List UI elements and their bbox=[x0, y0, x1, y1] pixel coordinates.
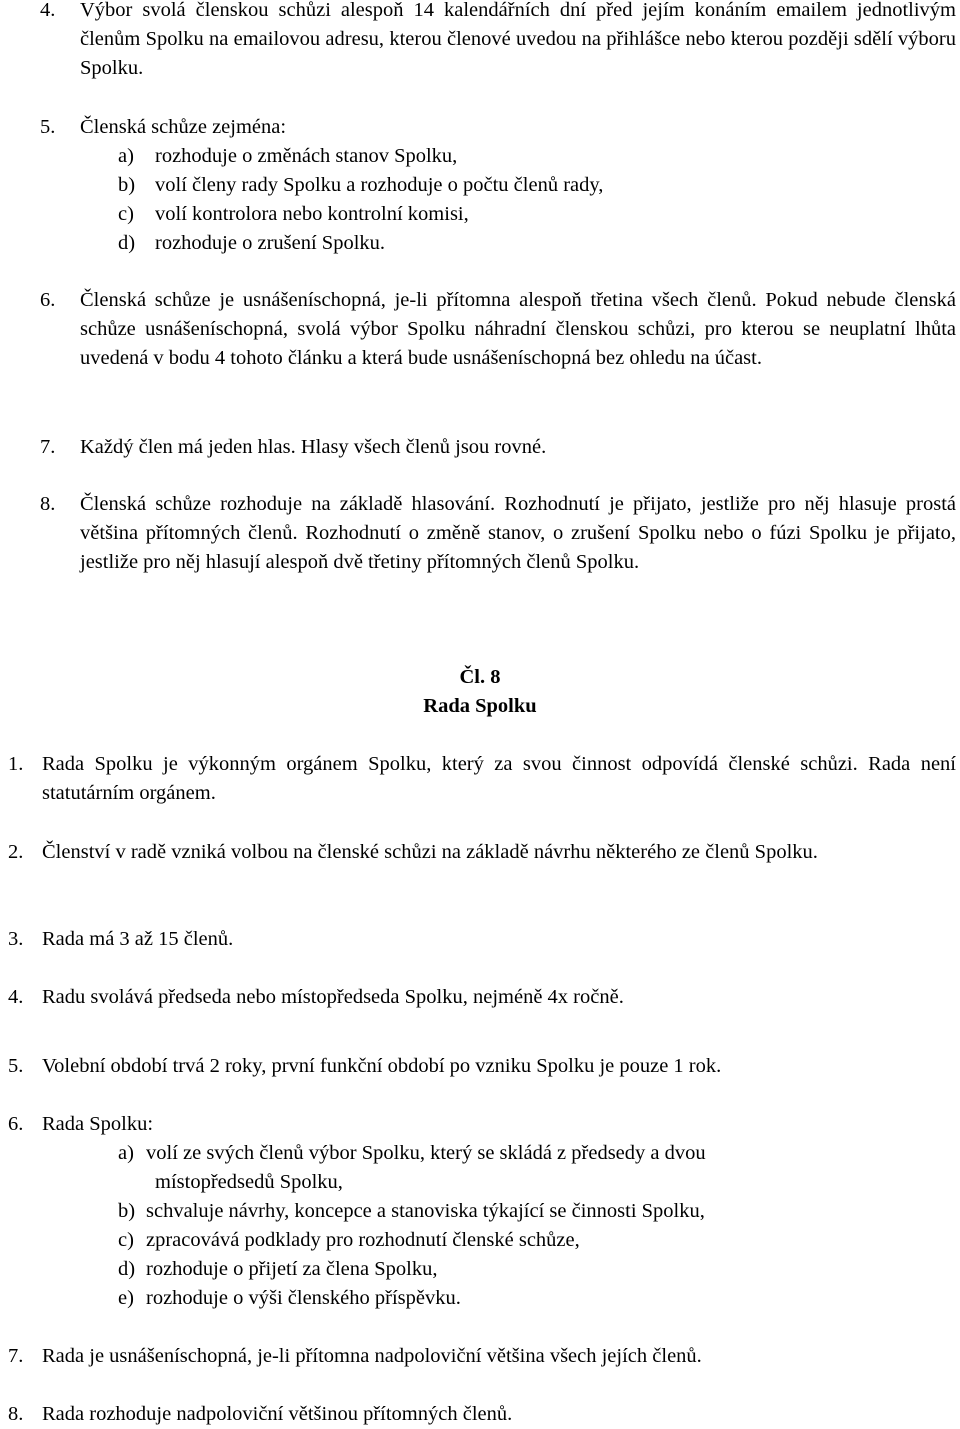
list-item-a5 bbox=[40, 113, 956, 142]
item-number: 8. bbox=[8, 1403, 24, 1425]
list-item-b2 bbox=[8, 838, 956, 867]
article-title: Rada Spolku bbox=[423, 695, 537, 717]
item-text: Výbor svolá členskou schůzi alespoň 14 kalendářních dní před jejím konáním emailem jednotlivým členům Spolku na emailovou adresu, kterou členové uvedou na přihlášce nebo kterou později sdělí výboru Spolku. bbox=[80, 0, 956, 79]
item-text: Rada Spolku je výkonným orgánem Spolku, který za svou činnost odpovídá členské schůzi. Rada není statutárním orgánem. bbox=[42, 753, 956, 804]
sub-text: místopředsedů Spolku, bbox=[155, 1171, 343, 1193]
item-text: Volební období trvá 2 roky, první funkční období po vzniku Spolku je pouze 1 rok. bbox=[42, 1055, 722, 1077]
item-number: 6. bbox=[8, 1113, 24, 1135]
sub-item-a5-b bbox=[118, 171, 603, 200]
item-number: 7. bbox=[40, 436, 56, 458]
sub-item-b6-a-cont bbox=[155, 1168, 343, 1197]
item-number: 8. bbox=[40, 493, 56, 515]
sub-letter: a) bbox=[118, 145, 134, 167]
list-item-a4 bbox=[40, 0, 956, 83]
sub-item-b6-a bbox=[118, 1139, 706, 1168]
sub-letter: b) bbox=[118, 174, 136, 196]
sub-letter: a) bbox=[118, 1142, 134, 1164]
sub-text: rozhoduje o změnách stanov Spolku, bbox=[155, 145, 458, 167]
sub-letter: d) bbox=[118, 1258, 136, 1280]
sub-item-b6-c bbox=[118, 1226, 580, 1255]
item-number: 4. bbox=[8, 986, 24, 1008]
item-text: Rada má 3 až 15 členů. bbox=[42, 928, 234, 950]
list-item-b8 bbox=[8, 1400, 956, 1429]
item-text: Radu svolává předseda nebo místopředseda Spolku, nejméně 4x ročně. bbox=[42, 986, 624, 1008]
sub-text: volí ze svých členů výbor Spolku, který se skládá z předsedy a dvou bbox=[146, 1142, 706, 1164]
sub-text: rozhoduje o výši členského příspěvku. bbox=[146, 1287, 461, 1309]
sub-item-a5-c bbox=[118, 200, 469, 229]
list-item-a8 bbox=[40, 490, 956, 577]
item-text: Členská schůze zejména: bbox=[80, 116, 287, 138]
sub-item-a5-a bbox=[118, 142, 457, 171]
item-number: 6. bbox=[40, 289, 56, 311]
item-text: Členská schůze je usnášeníschopná, je-li přítomna alespoň třetina všech členů. Pokud nebude členská schůze usnášeníschopná, svolá výbor Spolku náhradní členskou schůzi, pro kterou se neuplatní lhůta uvedená v bodu 4 tohoto článku a která bude usnášeníschopná bez ohledu na účast. bbox=[80, 289, 956, 369]
sub-text: rozhoduje o zrušení Spolku. bbox=[155, 232, 386, 254]
sub-item-b6-d bbox=[118, 1255, 437, 1284]
sub-letter: c) bbox=[118, 203, 134, 225]
list-item-b5 bbox=[8, 1052, 956, 1081]
sub-text: volí členy rady Spolku a rozhoduje o počtu členů rady, bbox=[155, 174, 604, 196]
item-number: 4. bbox=[40, 0, 56, 21]
sub-item-a5-d bbox=[118, 229, 385, 258]
item-text: Rada rozhoduje nadpoloviční většinou přítomných členů. bbox=[42, 1403, 513, 1425]
item-text: Členská schůze rozhoduje na základě hlasování. Rozhodnutí je přijato, jestliže pro něj hlasuje prostá většina přítomných členů. Rozhodnutí o změně stanov, o zrušení Spolku nebo o fúzi Spolku je přijato, jestliže pro něj hlasují alespoň dvě třetiny přítomných členů Spolku. bbox=[80, 493, 956, 573]
item-number: 5. bbox=[40, 116, 56, 138]
list-item-a7 bbox=[40, 433, 956, 462]
item-number: 3. bbox=[8, 928, 24, 950]
sub-text: zpracovává podklady pro rozhodnutí členské schůze, bbox=[146, 1229, 580, 1251]
sub-letter: d) bbox=[118, 232, 136, 254]
sub-text: rozhoduje o přijetí za člena Spolku, bbox=[146, 1258, 438, 1280]
sub-text: volí kontrolora nebo kontrolní komisi, bbox=[155, 203, 469, 225]
item-text: Rada je usnášeníschopná, je-li přítomna nadpoloviční většina všech jejích členů. bbox=[42, 1345, 702, 1367]
item-number: 2. bbox=[8, 841, 24, 863]
item-number: 7. bbox=[8, 1345, 24, 1367]
article-number: Čl. 8 bbox=[459, 666, 501, 688]
sub-letter: b) bbox=[118, 1200, 136, 1222]
sub-letter: c) bbox=[118, 1229, 134, 1251]
sub-text: schvaluje návrhy, koncepce a stanoviska týkající se činnosti Spolku, bbox=[146, 1200, 705, 1222]
item-text: Členství v radě vzniká volbou na členské schůzi na základě návrhu některého ze členů Spolku. bbox=[42, 841, 818, 863]
list-item-a6 bbox=[40, 286, 956, 373]
list-item-b4 bbox=[8, 983, 956, 1012]
list-item-b7 bbox=[8, 1342, 956, 1371]
sub-letter: e) bbox=[118, 1287, 134, 1309]
list-item-b3 bbox=[8, 925, 956, 954]
sub-item-b6-b bbox=[118, 1197, 705, 1226]
sub-item-b6-e bbox=[118, 1284, 461, 1313]
item-text: Každý člen má jeden hlas. Hlasy všech členů jsou rovné. bbox=[80, 436, 547, 458]
list-item-b1 bbox=[8, 750, 956, 808]
list-item-b6 bbox=[8, 1110, 956, 1139]
item-number: 5. bbox=[8, 1055, 24, 1077]
item-number: 1. bbox=[8, 753, 24, 775]
item-text: Rada Spolku: bbox=[42, 1113, 154, 1135]
